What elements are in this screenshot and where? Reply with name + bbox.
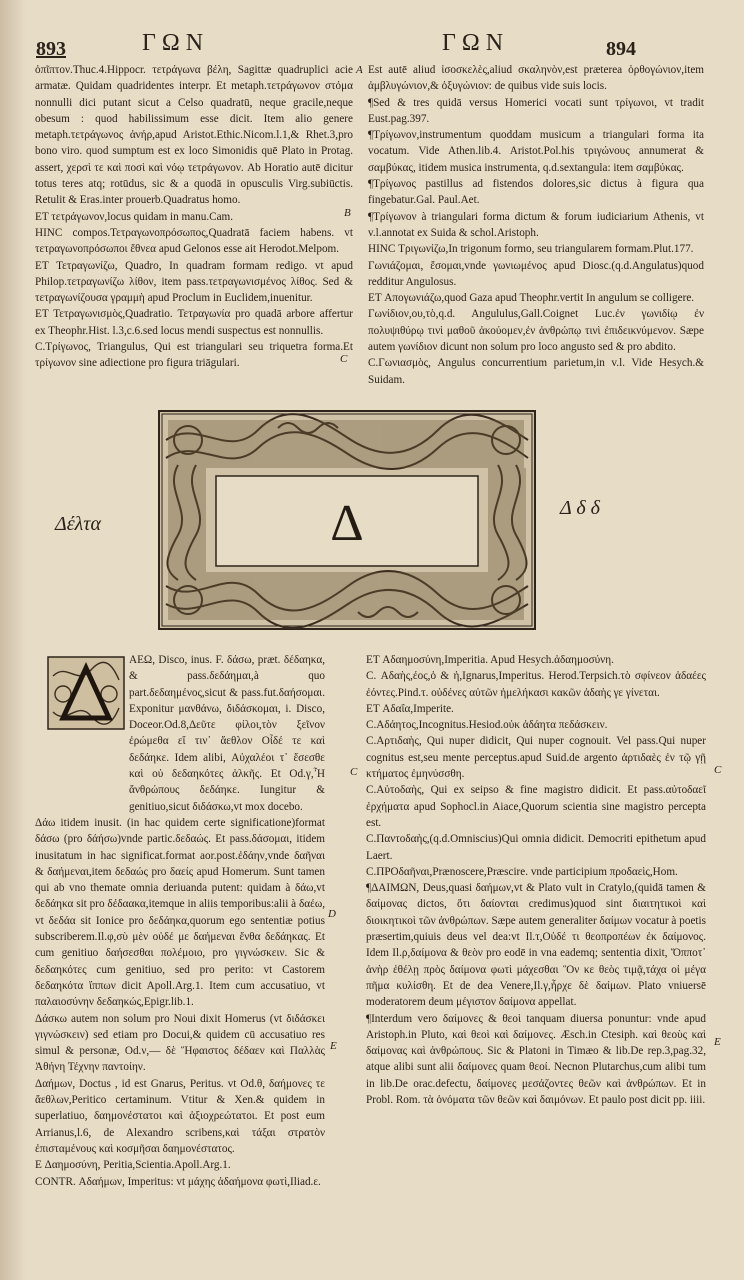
entry-paragraph: C.ΠΡΟδαῆναι,Prænoscere,Præscire. vnde participium προδαεὶς,Hom. [366, 865, 678, 878]
entry-paragraph: CONTR. Αδαήμων, Imperitus: vt μάχης ἀδαήμονα φωτὶ,Iliad.ε. [35, 1175, 321, 1188]
entry-paragraph: ¶Τρίγωνον à triangulari forma dictum & forum iudiciarium Athenis, vt v.l.annotat ex Suida & schol.Aristoph. [368, 210, 704, 239]
running-head-right: ΓΩΝ [442, 30, 510, 56]
entry-paragraph: C.Αρτιδαὴς, Qui nuper didicit, Qui nuper cognouit. Vel pass.Qui nuper cognitus est,seu mente perceptus.apud Suid.de argento ἀρτιδαὲς ἐν τῷ γῇ κτήματος ἐμηνύσσθη. [366, 735, 706, 781]
entry-paragraph: C. Αδαὴς,έος,ὁ & ἡ,Ignarus,Imperitus. Herod.Terpsich.τὸ σφίνεον ἀδαέες ἐόντες.Pind.τ. οὐδένες αὐτῶν ἠμελήκασι κακῶν ἀδαὴς γε γίνεται. [366, 670, 706, 699]
top-left-column [35, 62, 353, 372]
margin-letter: C [350, 766, 358, 778]
ornamental-frame [158, 410, 536, 630]
entry-paragraph: E Δαημοσύνη, Peritia,Scientia.Apoll.Arg.1. [35, 1159, 231, 1172]
entry-paragraph: HINC Τριγωνίζω,In trigonum formo, seu triangularem formam.Plut.177. [368, 243, 694, 256]
entry-paragraph: ET Τετραγωνισμὸς,Quadratio. Τετραγωνία pro quadā arbore affertur ex Theophr.Hist. l.3,c.6.sed locus mendi suspectus est nonnullis. [35, 308, 353, 337]
entry-paragraph: ὀπῖπτον.Thuc.4.Hippocr. τετράγωνα βέλη, Sagittæ quadruplici acie armatæ. Quidam quadridentes interpr. Et metaph.τετράγωνον στόμα nonnulli dici putant sicut a Celso quadratū, neque gracile,neque obesum : quod habilissimum esse dicit. Item alio genere metaph.τετράγωνος ἀνήρ,apud Aristot.Ethic.Nicom.l.1,& Rhet.3,pro bono viro. quod sumptum est ex loco Simonidis quē Plato in Protag. assert, χερσὶ τε καὶ ποσὶ καὶ νόῳ τετράγωνον. Ab Horatio autē dicitur totus teres atq; rotūdus, sic & a quodā in opusculis Virg.subiūctis. Retulit & Eras.inter prouerb.Quadratus homo. [35, 64, 353, 207]
entry-paragraph: ET Αδαημοσύνη,Imperitia. Apud Hesych.ἀδαημοσύνη. [366, 654, 614, 666]
page-number-left: 893 [36, 38, 66, 60]
margin-letter: A [356, 64, 363, 76]
page-number-right: 894 [606, 38, 636, 60]
margin-letter: C [340, 353, 348, 365]
entry-paragraph: C.Γωνιασμὸς, Angulus concurrentium parietum,in v.l. Vide Hesych.& Suidam. [368, 357, 704, 386]
ornament-label-right: Δ δ δ [560, 497, 600, 519]
entry-paragraph: ¶Τρίγωνος pastillus ad fistendos dolores,sic dictus à figura qua fingebatur.Gal. Paul.Aet. [368, 178, 704, 207]
ornament-letter: Δ [330, 495, 364, 552]
entry-paragraph: ¶Τρίγωνον,instrumentum quoddam musicum a triangulari forma ita vocatum. Vide Athen.lib.4. Aristot.Pol.his τριγώνους annumerat & σαμβύκας, itidem musica instrumenta, q.d.sextangula: item σαμβύκας. [368, 129, 704, 174]
bottom-right-column [366, 652, 706, 1108]
entry-paragraph: ¶Interdum vero δαίμονες & θεοὶ tanquam diuersa ponuntur: vnde apud Aristoph.in Pluto, καὶ θεοὶ καὶ δαίμονες. Æsch.in Ctesiph. καὶ θεοὺς καὶ δαίμονας καὶ ἀνθρώπους. Sic & Platoni in Timæo & lib.De rep.3,pag.32, atque alibi sunt alii δαίμονες quam θεοί. Necnon Plutarchus,cum alibi tum in lib.De orac.defectu, δαίμονες μεσάζοντες θεῶν καὶ ἀνθρώπων. Et in Probl. Rom. τὰ ὀνόματα τῶν θεῶν καὶ δαιμόνων. Et paulo post dicit pp. iiii. [366, 1012, 706, 1107]
entry-paragraph: C.Αδάητος,Incognitus.Hesiod.οὐκ ἀδάητα πεδάσκειν. [366, 719, 608, 732]
entry-paragraph: HINC compos.Τετραγωνοπρόσωπος,Quadratā faciem habens. vt τετραγωνοπρόσωποι ἔθνεα apud Gelonos esse ait Herodot.Melpom. [35, 226, 353, 256]
entry-paragraph: Est autē aliud ἰσοσκελὲς,aliud σκαληνὸν,est præterea ὀρθογώνιον,item ἀμβλυγώνιον,& ὀξυγώνιον: de quibus vide suis locis. [368, 64, 704, 93]
entry-paragraph: C.Παντοδαὴς,(q.d.Omniscius)Qui omnia didicit. Democriti epithetum apud Laert. [366, 833, 706, 862]
bottom-left-column [35, 652, 325, 1190]
entry-paragraph: C.Αὐτοδαὴς, Qui ex seipso & fine magistro didicit. Et pass.αὐτοδαεῖ ἐρχήματα apud Sophocl.in Aiace,Quorum scientia sine magistro percepta est. [366, 784, 706, 829]
entry-paragraph: Γωνίδιον,ου,τὸ,q.d. Angululus,Gall.Coignet Luc.ἐν γωνιδίῳ ἐν πολυψιθύρῳ τινὶ μαθοῦ ἀκούομεν,ἐν ἀνθρώπῳ τινὶ ἐπιδεικνύμενον. Sæpe autem γωνίδιον dicunt non solum pro loco angusto sed & pro abdito. [368, 308, 704, 354]
entry-paragraph: Δάσκω autem non solum pro Noui dixit Homerus (vt διδάσκει γιγνώσκειν) sed etiam pro Docui,& quidem cū accusatiuo res simul & personæ, Od.ν,— δὲ Ἥφαιστος δέδαεν καὶ Παλλὰς Ἀθήνη Τέχνην παντοίην. [35, 1012, 325, 1074]
entry-paragraph: ET Τετραγωνίζω, Quadro, In quadram formam redigo. vt apud Philop.τετραγωνίζω λίθον, item pass.τετραγωνισμένος λίθος. Sed & τετραγωνίζουσα γραμμὴ apud Proclum in Euclidem,inuenitur. [35, 259, 353, 305]
top-right-column [368, 62, 704, 388]
entry-paragraph: ¶Sed & tres quidā versus Homerici vocati sunt τρίγωνοι, vt tradit Eust.pag.397. [368, 96, 704, 125]
entry-paragraph: C.Τρίγωνος, Triangulus, Qui est triangulari seu triquetra forma.Et τρίγωνον sine adiectione pro figura triāgulari. [35, 341, 353, 370]
entry-paragraph: ¶ΔΑΙΜΩΝ, Deus,quasi δαήμων,vt & Plato vult in Cratylo,(quidā tamen & δαίμονας dictos, ὅτι δαίονται credimus)quod sint διαιτητικοὶ καὶ διοικητικοὶ τῶν ἀνθρώπων. Sæpe autem generaliter δαίμων vocatur à poetis præsertim,quiuis deus vel dea:vt Il.τ,Οὐδέ τι θεοπροπέων ἐκ δαίμονος. Idem Il.ρ,δαίμονα & θεὸν pro eodē in vna eademq; sententia dixit, Ὅπποτ᾽ ἀνὴρ ἐθέλῃ πρὸς δαίμονα φωτὶ μάχεσθαι Ὃν κε θεὸς τιμᾷ,τάχα οἱ μέγα πῆμα κυλίσθη. Et de dea Venere,Il.γ,ἦρχε δὲ δαίμων. Plato vniuersē moderatorem deum μέγιστον δαίμονα appellat. [366, 882, 706, 1009]
margin-letter: E [330, 1040, 337, 1052]
margin-letter: C [714, 764, 722, 776]
entry-paragraph: ET Απογωνιάζω,quod Gaza apud Theophr.vertit In angulum se colligere. [368, 292, 695, 305]
entry-paragraph: ET Αδαΐα,Imperite. [366, 702, 454, 715]
running-head-left: ΓΩΝ [142, 30, 210, 56]
margin-letter: D [328, 908, 336, 920]
margin-letter: B [344, 207, 351, 219]
ornament-label-left: Δέλτα [55, 513, 101, 535]
margin-letter: E [714, 1036, 721, 1048]
entry-paragraph: Δάω itidem inusit. (in hac quidem certe significatione)format δάσω (pro δάήσω)vnde partic.δεδαώς. Et pass.δάσομαι, itidem inusitatum in hac significat.format aor.post.ἐδάην,vnde δαῆναι & δαήμεναι,item δεδαώς pro δαείς apud Homerum. Sunt tamen qui ab vno themate omnia deriuanda putent: quidam à δάω,vt δεδάηκα sit pro δέδαακα,itemque in aliis temporibus:alii à δαέω, vt δεδάα sit Ionice pro δεδάηκα,quorum ego sententiæ potius subscriberem.Il.φ,σὺ μὲν οὐδέ με δαήμεναι ἔνθα δεδάηκας. Et cum genitiuo δαήσεσθαι πολέμοιο, pro γιγνώσκειν. Sic & δεδαηκότες cum genitiuo, sed pro perito: vt Castorem δεδαηκότα ἵππων dicit Apoll.Arg.1. Item cum accusatiuo, vt παλαιοσύνην δεδαηκώς,Epigr.lib.1. [35, 816, 325, 1009]
entry-paragraph: Γωνιάζομαι, ἔσομαι,vnde γωνιωμένος apud Diosc.(q.d.Angulatus)quod redditur Angulosus. [368, 259, 704, 288]
entry-paragraph: Δαήμων, Doctus , id est Gnarus, Peritus. vt Od.θ, δαήμονες τε ἄεθλων,Peritico certaminum. Vtitur & Xen.& quidem in superlatiuo, δαημονέστατοι καὶ ἀξιοχρεώτατοι. Et post eum Arrianus,l.6, de Alexandro scribens,καὶ τάξαι στρατὸν ἐπισταμένους καὶ κοσμῆσαι δαημονέστατος. [35, 1077, 325, 1155]
entry-paragraph: ΑΕΩ, Disco, inus. F. δάσω, præt. δέδαηκα, & pass.δεδάημαι,à quo part.δεδαημένος,sicut & pass.fut.δαήσομαι. Exponitur μανθάνω, διδάσκομαι, i. Disco, Doceor.Od.8,Δεῦτε φίλοι,τὸν ξεῖνον ἐρώμεθα εἴ τιν᾽ ἄεθλον Οἶδέ τε καὶ δεδάηκε. Idem alibi, Αὐχαλέοι τ᾽ ἔσεσθε καὶ οὐ δεδαηκότες ἀλκῆς. Et Od.γ,Ἦ ἄνθρώπους δεδάηκε. Iungitur & genitiuo,sicut διδάσκω,vt mox docebo. [129, 654, 325, 813]
entry-paragraph: ET τετράγωνον,locus quidam in manu.Cam. [35, 210, 234, 223]
